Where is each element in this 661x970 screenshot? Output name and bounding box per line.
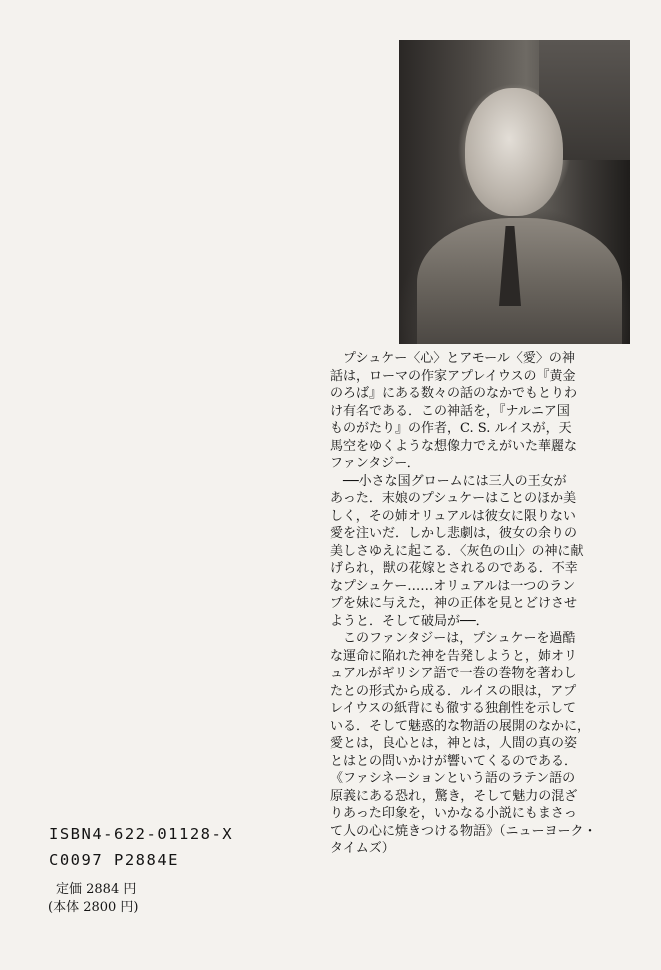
classification-code: C0097 P2884E <box>49 851 179 869</box>
portrait-suit <box>417 218 622 344</box>
text-line: しく，その姉オリュアルは彼女に限りない <box>330 508 576 524</box>
text-line: ュアルがギリシア語で一巻の巻物を著わし <box>330 666 577 681</box>
text-line: 話は，ローマの作家アプレイウスの『黄金 <box>330 368 576 384</box>
text-line: ようと．そして破局が──． <box>330 613 489 629</box>
author-portrait-photo <box>399 40 630 344</box>
portrait-face <box>465 88 563 216</box>
text-line: りあった印象を，いかなる小説にもまさっ <box>330 806 577 821</box>
text-line: け有名である．この神話を，『ナルニア国 <box>330 403 570 419</box>
text-line: なプシュケー……オリュアルは一つのラン <box>330 578 576 594</box>
base-price-label: (本体 2800 円) <box>48 900 139 915</box>
text-line: 《ファシネーションという語のラテン語の <box>330 771 576 786</box>
text-line: げられ，獣の花嫁とされるのである．不幸 <box>330 561 578 576</box>
text-line: ファンタジー． <box>330 456 420 471</box>
text-line: このファンタジーは，プシュケーを過酷 <box>330 631 576 646</box>
text-line: とはとの問いかけが響いてくるのである． <box>330 753 578 769</box>
text-line: たとの形式から成る．ルイスの眼は，アプ <box>330 683 577 699</box>
text-line: いる．そして魅惑的な物語の展開のなかに， <box>330 718 591 734</box>
text-line: あった．末娘のプシュケーはことのほか美 <box>330 491 577 506</box>
text-line: ものがたり』の作者，C. S. ルイスが，天 <box>330 421 572 436</box>
text-line: て人の心に焼きつける物語》（ニューヨーク・ <box>330 823 597 839</box>
text-line: のろば』にある数々の話のなかでもとりわ <box>330 386 578 401</box>
text-line: 愛を注いだ．しかし悲劇は，彼女の余りの <box>330 526 578 541</box>
text-line: な運命に陥れた神を告発しようと，姉オリ <box>330 648 578 664</box>
text-line: プを妹に与えた，神の正体を見とどけさせ <box>330 596 578 611</box>
text-line: 愛とは，良心とは，神とは，人間の真の姿 <box>330 736 578 751</box>
text-line: 馬空をゆくような想像力でえがいた華麗な <box>330 438 578 454</box>
text-line: タイムズ） <box>330 841 395 856</box>
book-description <box>330 350 630 858</box>
text-line: プシュケー〈心〉とアモール〈愛〉の神 <box>330 351 575 366</box>
price-label: 定価 2884 円 <box>56 882 137 897</box>
text-line: ──小さな国グロームには三人の王女が <box>330 473 567 489</box>
isbn-code: ISBN4-622-01128-X <box>49 825 234 843</box>
text-line: レイウスの紙背にも徹する独創性を示して <box>330 701 576 716</box>
text-line: 原義にある恐れ，驚き，そして魅力の混ざ <box>330 788 578 804</box>
text-line: 美しさゆえに起こる．〈灰色の山〉の神に献 <box>330 543 584 559</box>
